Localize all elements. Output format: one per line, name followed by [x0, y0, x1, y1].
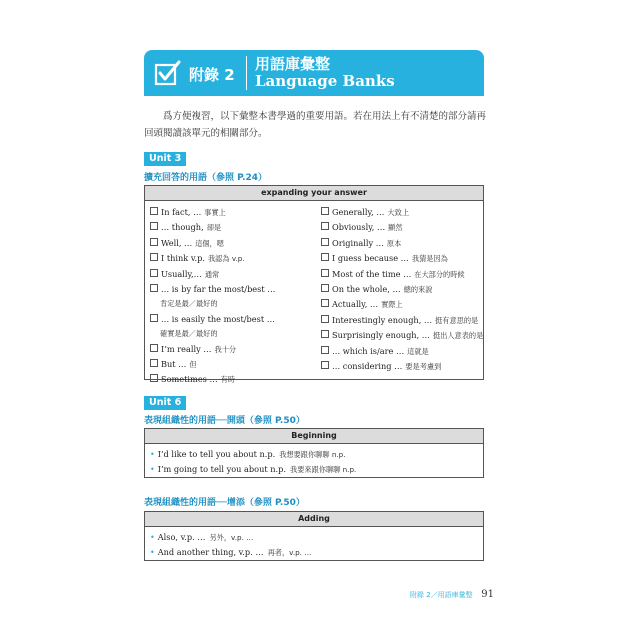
checklist-item	[150, 205, 312, 220]
unit6-subheading-beginning: 表現組織性的用語──開頭（參照 P.50）	[144, 416, 305, 426]
phrase-chinese: 我認為 v.p.	[207, 254, 245, 264]
checkbox-icon	[321, 284, 329, 292]
phrase-english: … is by far the most/best …	[161, 284, 276, 295]
phrase-chinese: 顯然	[388, 223, 403, 233]
footer-label: 附錄 2／用語庫彙整	[410, 591, 473, 599]
checklist-item	[321, 236, 481, 251]
checkbox-icon	[321, 315, 329, 323]
phrase-english: I’m going to tell you about n.p.	[157, 464, 286, 474]
phrase-english: In fact, …	[161, 207, 202, 217]
phrase-english: But …	[161, 359, 187, 370]
checkbox-icon	[321, 361, 329, 369]
header-divider	[246, 56, 247, 90]
phrase-chinese: 事實上	[204, 208, 226, 217]
phrase-chinese: 我猜是因為	[411, 254, 448, 264]
checkbox-icon	[150, 238, 158, 246]
intro-paragraph: 爲方便複習，以下彙整本書學過的重要用語。若在用法上有不清楚的部分請再回頭閱讀該單元的相關部分。	[144, 111, 487, 139]
checkbox-icon	[150, 207, 158, 215]
beginning-table	[144, 428, 484, 478]
phrase-chinese: 我要來跟你聊聊 n.p.	[290, 465, 357, 474]
phrase-chinese: 挺有意思的是	[435, 315, 479, 325]
phrase-english: … though,	[161, 222, 204, 233]
checklist-item	[150, 267, 312, 282]
unit6-badge: Unit 6	[144, 396, 186, 410]
phrase-chinese: 要是考慮到	[405, 362, 442, 372]
phrase-chinese: 卻是	[206, 223, 222, 233]
phrase-english: I’d like to tell you about n.p.	[157, 449, 276, 459]
bullet-item	[145, 462, 483, 477]
checklist-item	[150, 372, 312, 387]
bullet-icon: •	[150, 533, 155, 542]
page-number: 91	[481, 589, 494, 600]
phrase-english: On the whole, …	[332, 284, 401, 295]
phrase-chinese: 在大部分的時候	[414, 269, 465, 279]
phrase-chinese: 但	[189, 360, 197, 370]
adding-table-header: Adding	[145, 512, 483, 527]
bullet-icon: •	[150, 465, 155, 474]
phrase-english: … considering …	[332, 361, 403, 372]
checkbox-icon	[321, 238, 329, 246]
checklist-item	[321, 205, 481, 220]
phrase-chinese: 通常	[204, 269, 220, 279]
checkbox-icon	[150, 269, 158, 277]
phrase-chinese: 實際上	[381, 300, 403, 310]
checklist-item	[321, 328, 484, 343]
bullet-icon: •	[150, 548, 155, 557]
phrase-chinese: 我想要跟你聊聊 n.p.	[279, 450, 346, 459]
adding-list	[145, 527, 483, 560]
phrase-english: I guess because …	[332, 253, 409, 264]
phrase-english: Also, v.p. …	[157, 532, 206, 542]
beginning-list	[145, 444, 483, 477]
checkbox-icon	[321, 330, 329, 338]
checkbox-icon	[321, 207, 329, 215]
phrase-chinese: 有時	[220, 375, 236, 385]
phrase-chinese: 我十分	[214, 344, 237, 354]
phrase-english: Usually,…	[161, 268, 202, 279]
checklist-item	[321, 267, 481, 282]
bullet-item	[145, 545, 483, 560]
checkbox-icon	[150, 314, 158, 322]
phrase-english: Well, …	[161, 237, 193, 248]
checklist-item	[150, 251, 312, 266]
checkbox-icon	[150, 253, 158, 261]
checklist-item	[150, 312, 312, 326]
checklist-item	[150, 296, 312, 311]
bullet-item	[145, 447, 483, 462]
checkbox-icon	[150, 359, 158, 367]
checklist-item	[321, 297, 481, 312]
checkbox-check-icon	[154, 59, 182, 87]
unit6-subheading-adding: 表現組織性的用語──增添（參照 P.50）	[144, 498, 305, 508]
checkbox-icon	[321, 253, 329, 261]
checklist-item	[150, 357, 312, 372]
checkbox-icon	[150, 222, 158, 230]
phrase-chinese: 肯定是最／最好的	[160, 299, 218, 309]
phrase-chinese: 原本	[386, 238, 402, 248]
checkbox-icon	[150, 344, 158, 352]
checkbox-icon	[321, 299, 329, 307]
checkbox-icon	[321, 222, 329, 230]
beginning-table-header: Beginning	[145, 429, 483, 444]
bullet-item	[145, 530, 483, 545]
checklist-item	[321, 344, 481, 359]
phrase-chinese: 總的來說	[403, 285, 433, 295]
phrase-chinese: 再者，v.p. …	[267, 548, 312, 557]
phrase-english: Most of the time …	[332, 268, 412, 279]
phrase-english: … is easily the most/best …	[161, 313, 275, 324]
phrase-english: Originally …	[332, 237, 384, 248]
checklist-item	[150, 220, 312, 235]
checkbox-icon	[150, 374, 158, 382]
phrase-chinese: 這就是	[407, 346, 429, 356]
bullet-icon: •	[150, 450, 155, 459]
title-chinese: 用語庫彙整	[255, 55, 331, 73]
checklist-item	[321, 220, 481, 235]
unit3-table	[144, 185, 484, 385]
phrase-english: Sometimes …	[161, 374, 218, 385]
phrase-chinese: 另外，v.p. …	[209, 533, 254, 542]
checklist-item	[150, 236, 312, 251]
phrase-english: I’m really …	[161, 343, 212, 354]
checkbox-icon	[150, 284, 158, 292]
checklist-item	[321, 313, 481, 328]
unit3-subheading: 擴充回答的用語（參照 P.24）	[144, 173, 268, 183]
checkbox-icon	[321, 346, 329, 354]
checklist-item	[150, 342, 312, 357]
phrase-english: Obviously, …	[332, 222, 386, 233]
checklist-item	[150, 326, 312, 341]
checkbox-icon	[321, 269, 329, 277]
phrase-english: Surprisingly enough, …	[332, 330, 430, 341]
unit3-badge: Unit 3	[144, 152, 186, 166]
title-english: Language Banks	[255, 72, 395, 90]
checklist-item	[321, 282, 481, 297]
phrase-chinese: 這個，嗯	[195, 238, 224, 248]
phrase-english: Interestingly enough, …	[332, 314, 433, 325]
phrase-chinese: 挺出人意表的是	[432, 331, 484, 341]
phrase-english: Actually, …	[332, 299, 379, 310]
phrase-chinese: 確實是最／最好的	[160, 329, 218, 339]
checklist-item	[321, 359, 481, 374]
phrase-english: Generally, …	[332, 207, 385, 217]
phrase-english: I think v.p.	[161, 253, 205, 264]
header-banner	[144, 50, 484, 96]
appendix-label: 附錄 2	[189, 66, 235, 84]
checklist-item	[150, 282, 312, 296]
checklist-item	[321, 251, 481, 266]
phrase-chinese: 大致上	[387, 208, 410, 217]
adding-table	[144, 511, 484, 561]
unit3-right-column	[321, 205, 484, 374]
unit3-left-column	[150, 205, 312, 388]
page-footer	[410, 589, 494, 600]
phrase-english: And another thing, v.p. …	[157, 547, 264, 557]
unit3-table-header: expanding your answer	[145, 186, 483, 201]
phrase-english: … which is/are …	[332, 345, 405, 356]
